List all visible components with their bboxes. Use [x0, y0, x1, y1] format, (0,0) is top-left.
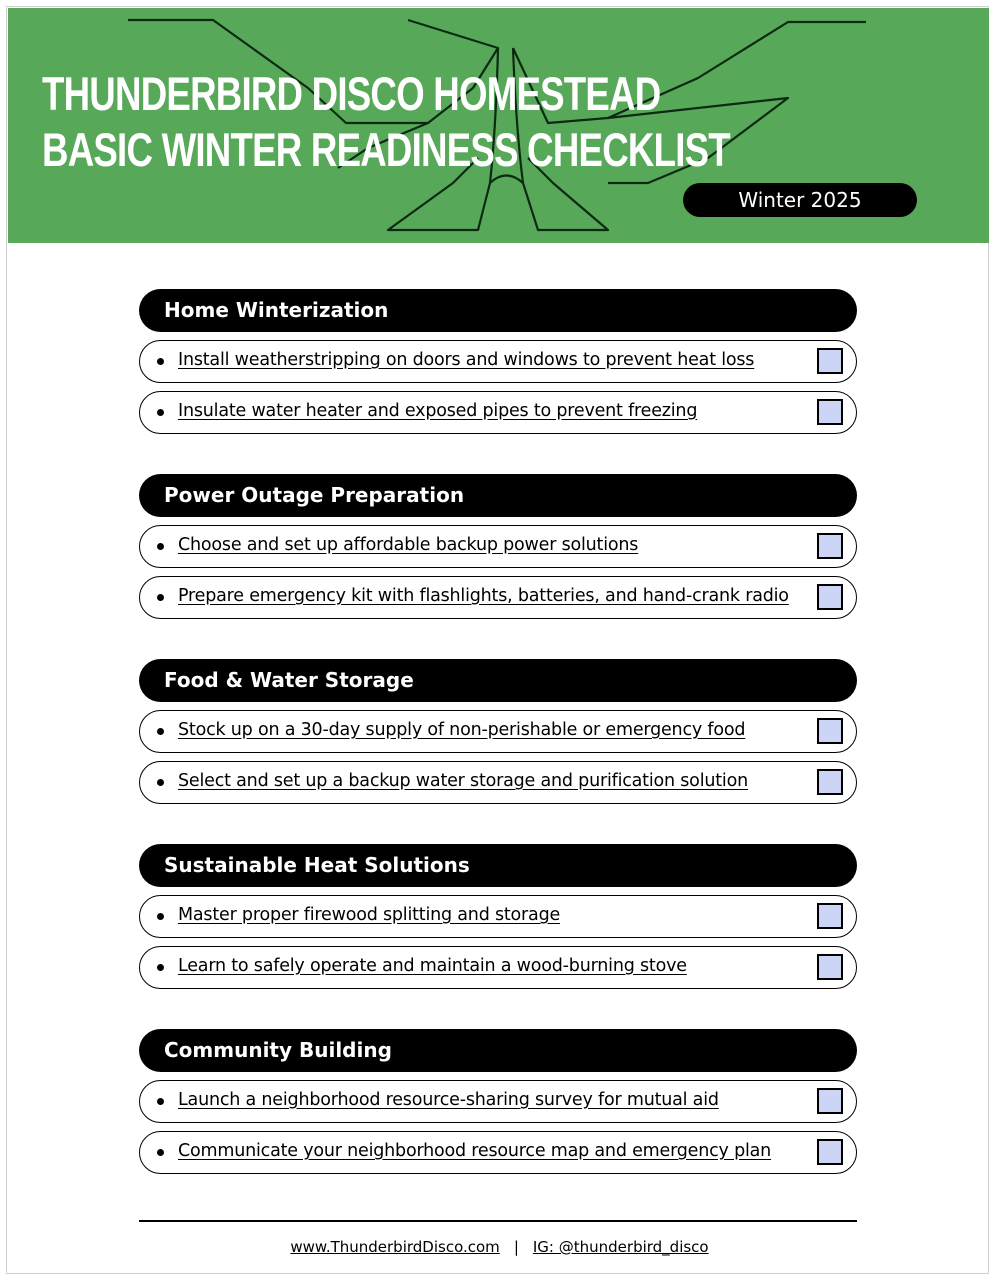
- checkbox[interactable]: [817, 1088, 843, 1114]
- checklist-item-label: Communicate your neighborhood resource map and emergency plan: [178, 1141, 772, 1161]
- checklist: [139, 289, 857, 1214]
- checklist-item: [139, 946, 857, 989]
- checklist-item-label: Install weatherstripping on doors and windows to prevent heat loss: [178, 350, 755, 370]
- checklist-item-label: Launch a neighborhood resource-sharing survey for mutual aid: [178, 1090, 719, 1110]
- checklist-item-label: Learn to safely operate and maintain a wood-burning stove: [178, 956, 687, 976]
- section-header: Home Winterization: [139, 289, 857, 332]
- checklist-item: [139, 391, 857, 434]
- bullet-icon: [157, 964, 164, 971]
- title-line-1: THUNDERBIRD DISCO HOMESTEAD: [42, 67, 661, 120]
- title-line-2: BASIC WINTER READINESS CHECKLIST: [42, 123, 730, 176]
- checklist-item: [139, 1080, 857, 1123]
- section-food-water-storage: [139, 659, 857, 844]
- bullet-icon: [157, 1098, 164, 1105]
- instagram-link[interactable]: IG: @thunderbird_disco: [532, 1238, 709, 1256]
- checkbox[interactable]: [817, 769, 843, 795]
- checklist-item: [139, 525, 857, 568]
- bullet-icon: [157, 594, 164, 601]
- section-header: Food & Water Storage: [139, 659, 857, 702]
- checkbox[interactable]: [817, 348, 843, 374]
- checklist-item: [139, 895, 857, 938]
- section-header: Community Building: [139, 1029, 857, 1072]
- header-banner: [8, 8, 989, 243]
- checklist-item: [139, 710, 857, 753]
- bullet-icon: [157, 358, 164, 365]
- bullet-icon: [157, 409, 164, 416]
- season-badge: Winter 2025: [683, 183, 917, 217]
- checklist-item: [139, 576, 857, 619]
- section-header: Power Outage Preparation: [139, 474, 857, 517]
- section-sustainable-heat-solutions: [139, 844, 857, 1029]
- checkbox[interactable]: [817, 903, 843, 929]
- checkbox[interactable]: [817, 399, 843, 425]
- checklist-item: [139, 340, 857, 383]
- bullet-icon: [157, 1149, 164, 1156]
- bullet-icon: [157, 543, 164, 550]
- checklist-item: [139, 761, 857, 804]
- checkbox[interactable]: [817, 1139, 843, 1165]
- checklist-item-label: Insulate water heater and exposed pipes to prevent freezing: [178, 401, 698, 421]
- checklist-item-label: Master proper firewood splitting and storage: [178, 905, 561, 925]
- page-title: [42, 66, 730, 178]
- bullet-icon: [157, 779, 164, 786]
- bullet-icon: [157, 913, 164, 920]
- footer-separator: |: [513, 1238, 519, 1256]
- checklist-item-label: Prepare emergency kit with flashlights, batteries, and hand-crank radio: [178, 586, 789, 606]
- checkbox[interactable]: [817, 718, 843, 744]
- checklist-item-label: Stock up on a 30-day supply of non-perishable or emergency food: [178, 720, 746, 740]
- checkbox[interactable]: [817, 954, 843, 980]
- footer: [0, 1238, 999, 1256]
- checklist-item-label: Select and set up a backup water storage and purification solution: [178, 771, 748, 791]
- footer-divider: [139, 1220, 857, 1222]
- section-power-outage-preparation: [139, 474, 857, 659]
- website-link[interactable]: www.ThunderbirdDisco.com: [290, 1238, 500, 1256]
- checklist-item: [139, 1131, 857, 1174]
- bullet-icon: [157, 728, 164, 735]
- section-header: Sustainable Heat Solutions: [139, 844, 857, 887]
- checklist-item-label: Choose and set up affordable backup power solutions: [178, 535, 639, 555]
- checkbox[interactable]: [817, 584, 843, 610]
- checkbox[interactable]: [817, 533, 843, 559]
- section-community-building: [139, 1029, 857, 1214]
- section-home-winterization: [139, 289, 857, 474]
